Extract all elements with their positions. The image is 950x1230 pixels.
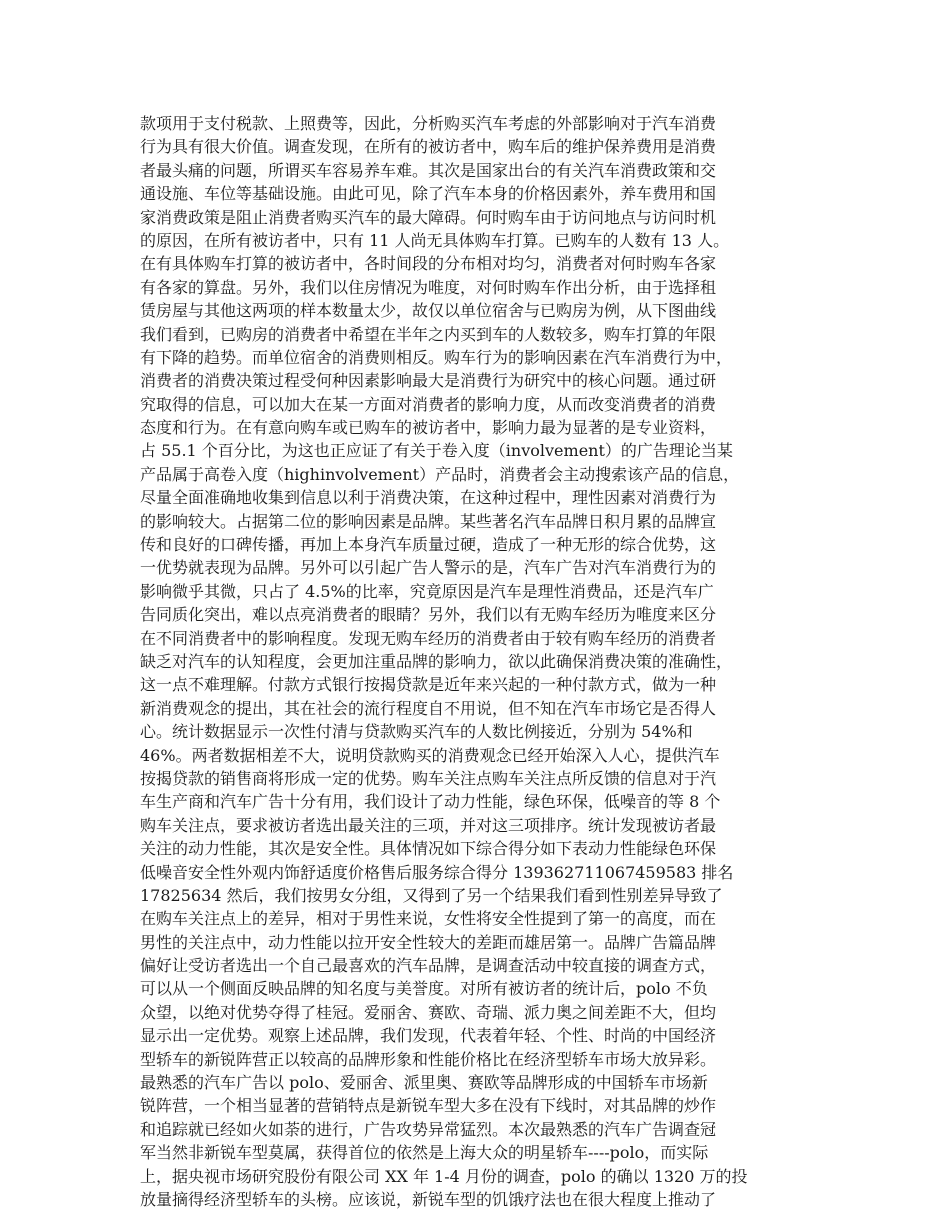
text-line: 车生产商和汽车广告十分有用，我们设计了动力性能，绿色环保，低噪音的等 8 个 (140, 792, 721, 812)
text-line: 传和良好的口碑传播，再加上本身汽车质量过硬，造成了一种无形的综合优势，这 (140, 535, 717, 555)
text-line: 尽量全面准确地收集到信息以利于消费决策，在这种过程中，理性因素对消费行为 (140, 488, 717, 508)
text-line: 在不同消费者中的影响程度。发现无购车经历的消费者由于较有购车经历的消费者 (140, 628, 717, 648)
text-line: 型轿车的新锐阵营正以较高的品牌形象和性能价格比在经济型轿车市场大放异彩。 (140, 1049, 717, 1069)
text-line: 显示出一定优势。观察上述品牌，我们发现，代表着年轻、个性、时尚的中国经济 (140, 1026, 717, 1046)
text-line: 放量摘得经济型轿车的头榜。应该说，新锐车型的饥饿疗法也在很大程度上推动了 (140, 1189, 717, 1209)
text-line: 和追踪就已经如火如荼的进行，广告攻势异常猛烈。本次最熟悉的汽车广告调查冠 (140, 1119, 717, 1139)
text-line: 态度和行为。在有意向购车或已购车的被访者中，影响力最为显著的是专业资料， (140, 418, 717, 438)
text-line: 按揭贷款的销售商将形成一定的优势。购车关注点购车关注点所反馈的信息对于汽 (140, 768, 717, 788)
text-line: 心。统计数据显示一次性付清与贷款购买汽车的人数比例接近，分别为 54%和 (140, 722, 693, 742)
text-line: 军当然非新锐车型莫属，获得首位的依然是上海大众的明星轿车----polo，而实际 (140, 1143, 709, 1163)
text-line: 可以从一个侧面反映品牌的知名度与美誉度。对所有被访者的统计后，polo 不负 (140, 979, 708, 999)
text-line: 缺乏对汽车的认知程度，会更加注重品牌的影响力，欲以此确保消费决策的准确性， (140, 651, 733, 671)
text-line: 款项用于支付税款、上照费等，因此，分析购买汽车考虑的外部影响对于汽车消费 (140, 114, 717, 133)
text-line: 关注的动力性能，其次是安全性。具体情况如下综合得分如下表动力性能绿色环保 (140, 839, 717, 859)
text-line: 有各家的算盘。另外，我们以住房情况为唯度，对何时购车作出分析，由于选择租 (140, 277, 717, 297)
text-line: 产品属于高卷入度（highinvolvement）产品时，消费者会主动搜索该产品的信息， (140, 464, 740, 484)
text-line: 17825634 然后，我们按男女分组，又得到了另一个结果我们看到性别差异导致了 (140, 885, 723, 905)
text-line: 男性的关注点中，动力性能以拉开安全性较大的差距而雄居第一。品牌广告篇品牌 (140, 932, 717, 952)
text-line: 告同质化突出，难以点亮消费者的眼睛？另外，我们以有无购车经历为唯度来区分 (140, 605, 717, 625)
text-line: 最熟悉的汽车广告以 polo、爱丽舍、派里奥、赛欧等品牌形成的中国轿车市场新 (140, 1073, 708, 1093)
text-line: 我们看到，已购房的消费者中希望在半年之内买到车的人数较多，购车打算的年限 (140, 324, 717, 344)
text-line: 的原因，在所有被访者中，只有 11 人尚无具体购车打算。已购车的人数有 13 人。 (140, 230, 730, 250)
text-line: 行为具有很大价值。调查发现，在所有的被访者中，购车后的维护保养费用是消费 (140, 137, 717, 157)
text-line: 锐阵营，一个相当显著的营销特点是新锐车型大多在没有下线时，对其品牌的炒作 (140, 1096, 717, 1116)
text-line: 上，据央视市场研究股份有限公司 XX 年 1-4 月份的调查，polo 的确以 1320 万的投 (140, 1166, 748, 1186)
body-text (140, 112, 830, 1211)
text-line: 众望，以绝对优势夺得了桂冠。爱丽舍、赛欧、奇瑞、派力奥之间差距不大，但均 (140, 1002, 717, 1022)
text-line: 的影响较大。占据第二位的影响因素是品牌。某些著名汽车品牌日积月累的品牌宣 (140, 511, 717, 531)
text-line: 在有具体购车打算的被访者中，各时间段的分布相对均匀，消费者对何时购车各家 (140, 254, 717, 274)
text-line: 影响微乎其微，只占了 4.5%的比率，究竟原因是汽车是理性消费品，还是汽车广 (140, 581, 714, 601)
text-line: 新消费观念的提出，其在社会的流行程度自不用说，但不知在汽车市场它是否得人 (140, 698, 717, 718)
text-line: 者最头痛的问题，所谓买车容易养车难。其次是国家出台的有关汽车消费政策和交 (140, 160, 717, 180)
text-line: 通设施、车位等基础设施。由此可见，除了汽车本身的价格因素外，养车费用和国 (140, 184, 717, 204)
text-line: 占 55.1 个百分比，为这也正应证了有关于卷入度（involvement）的广告理论当某 (140, 441, 733, 461)
text-line: 消费者的消费决策过程受何种因素影响最大是消费行为研究中的核心问题。通过研 (140, 371, 717, 391)
text-line: 低噪音安全性外观内饰舒适度价格售后服务综合得分 13936271106745958​3 排名 (140, 862, 734, 882)
text-line: 偏好让受访者选出一个自己最喜欢的汽车品牌，是调查活动中较直接的调查方式， (140, 956, 717, 976)
text-line: 家消费政策是阻止消费者购买汽车的最大障碍。何时购车由于访问地点与访问时机 (140, 207, 717, 227)
text-line: 购车关注点，要求被访者选出最关注的三项，并对这三项排序。统计发现被访者最 (140, 815, 717, 835)
text-line: 46%。两者数据相差不大，说明贷款购买的消费观念已经开始深入人心，提供汽车 (140, 745, 720, 765)
text-line: 赁房屋与其他这两项的样本数量太少，故仅以单位宿舍与已购房为例，从下图曲线 (140, 301, 717, 321)
text-line: 有下降的趋势。而单位宿舍的消费则相反。购车行为的影响因素在汽车消费行为中， (140, 347, 733, 367)
text-line: 究取得的信息，可以加大在某一方面对消费者的影响力度，从而改变消费者的消费 (140, 394, 717, 414)
text-line: 在购车关注点上的差异，相对于男性来说，女性将安全性提到了第一的高度，而在 (140, 909, 717, 929)
text-line: 这一点不难理解。付款方式银行按揭贷款是近年来兴起的一种付款方式，做为一种 (140, 675, 717, 695)
text-line: 一优势就表现为品牌。另外可以引起广告人警示的是，汽车广告对汽车消费行为的 (140, 558, 717, 578)
